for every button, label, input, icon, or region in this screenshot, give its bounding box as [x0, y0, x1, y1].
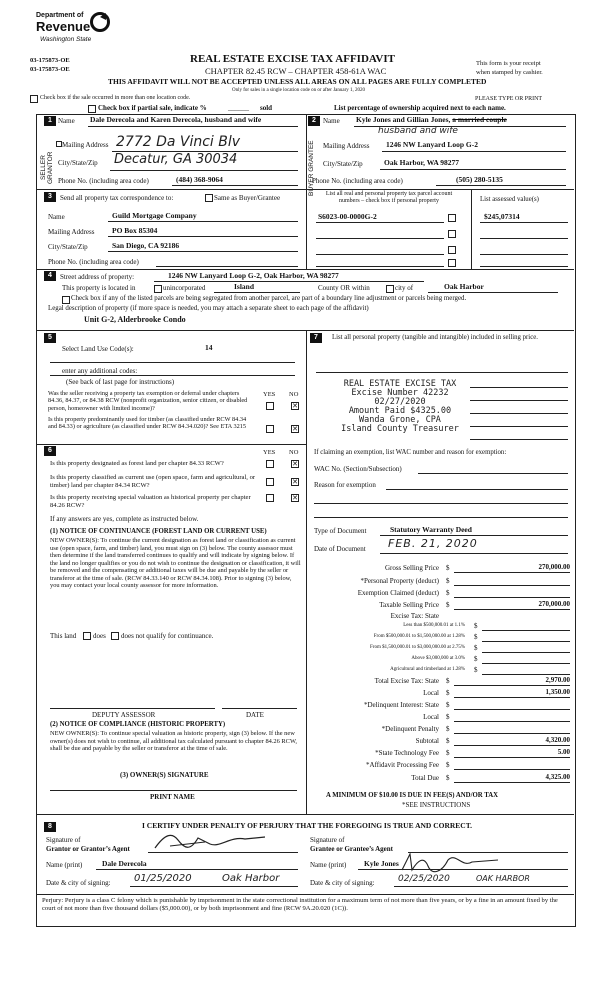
land-use-value[interactable]: 14	[205, 343, 213, 352]
logo-text-main: Revenue	[36, 19, 91, 34]
partial-sale-label: Check box if partial sale, indicate %	[98, 104, 207, 112]
segregated-label: Check box if any of the listed parcels are being segregated from another parcel, are part of a boundary line adjustment or parcels being merged.	[71, 295, 467, 302]
same-as-buyer-checkbox[interactable]	[205, 194, 213, 202]
tax-name-value[interactable]: Guild Mortgage Company	[112, 211, 197, 220]
additional-codes-label: enter any additional codes:	[62, 367, 138, 375]
partial-sold: sold	[260, 104, 273, 112]
see-back-label: (See back of last page for instructions)	[66, 378, 175, 386]
parcel-personal-checkbox-2[interactable]	[448, 230, 456, 238]
subtotal-label: Subtotal	[415, 737, 439, 745]
deputy-assessor-label: DEPUTY ASSESSOR	[92, 711, 156, 719]
legal-label: Legal description of property (if more space is needed, you may attach a separate sheet to each page of the affidavit)	[48, 305, 369, 312]
buyer-city-label: City/State/Zip	[323, 160, 363, 168]
stamp-line-3: 02/27/2020	[374, 396, 426, 407]
stamp-line-2: Excise Number 42232	[351, 387, 449, 398]
s6-q3-yes[interactable]	[266, 494, 274, 502]
grantor-name-value[interactable]: Dale Derecola	[102, 859, 147, 868]
parcel-personal-checkbox-3[interactable]	[448, 246, 456, 254]
grantor-agent-label: Grantor or Grantor’s Agent	[46, 845, 130, 853]
excise-state-label: Excise Tax: State	[390, 612, 439, 620]
seller-phone-label: Phone No. (including area code)	[58, 177, 149, 185]
tax-mailing-value[interactable]: PO Box 85304	[112, 226, 158, 235]
minimum-note-2: *SEE INSTRUCTIONS	[402, 801, 471, 809]
lower-center-divider	[306, 330, 307, 814]
owner-signature-label: (3) OWNER(S) SIGNATURE	[120, 771, 209, 779]
affidavit-fee-dollar: $	[446, 761, 450, 769]
tax-mailing-label: Mailing Address	[48, 228, 95, 236]
seller-name-value[interactable]: Dale Derecola and Karen Derecola, husband and wife	[90, 115, 262, 124]
stamp-line-4: Amount Paid $4325.00	[348, 405, 452, 416]
interest-state-label: *Delinquent Interest: State	[363, 701, 439, 709]
section-4-number: 4	[44, 271, 56, 281]
buyer-side-label: BUYER GRANTEE	[308, 140, 315, 196]
seller-city-label: City/State/Zip	[58, 159, 98, 167]
total-due-dollar: $	[446, 774, 450, 782]
located-label: This property is located in	[62, 284, 136, 292]
s5-q1-yes[interactable]	[266, 402, 274, 410]
s6-question-2: Is this property classified as current use (open space, farm and agricultural, or timber) land per chapter 84.34 RCW?	[50, 474, 256, 489]
tech-fee-label: *State Technology Fee	[375, 749, 439, 757]
exemption-deduct-dollar: $	[446, 589, 450, 597]
deputy-date-label: DATE	[246, 711, 264, 719]
tax-corr-label: Send all property tax correspondence to:	[60, 194, 174, 202]
buyer-mailing-value[interactable]: 1246 NW Lanyard Loop G-2	[386, 140, 478, 149]
doc-type-label: Type of Document	[314, 527, 367, 535]
buyer-phone-value[interactable]: (505) 280-5135	[456, 175, 503, 184]
s6-q2-yes[interactable]	[266, 478, 274, 486]
tier-1-label: Less than $500,000.01 at 1.1%	[403, 623, 465, 628]
treasurer-stamp	[330, 380, 470, 434]
perjury-text	[42, 897, 570, 913]
grantee-sig-label-1: Signature of	[310, 836, 345, 844]
county-value[interactable]: Island	[234, 282, 255, 291]
street-label: Street address of property:	[60, 273, 135, 281]
wac-no-label: WAC No. (Section/Subsection)	[314, 465, 402, 473]
land-does-not-checkbox[interactable]	[111, 632, 119, 640]
segregated-checkbox[interactable]	[62, 296, 70, 304]
street-value[interactable]: 1246 NW Lanyard Loop G-2, Oak Harbor, WA 98277	[168, 271, 339, 280]
s6-question-1: Is this property designated as forest land per chapter 84.33 RCW?	[50, 460, 224, 467]
local-label: Local	[423, 689, 439, 697]
tax-name-label: Name	[48, 213, 65, 221]
grantee-signature[interactable]	[398, 850, 508, 876]
multi-location-checkbox[interactable]	[30, 95, 38, 103]
form-warning: THIS AFFIDAVIT WILL NOT BE ACCEPTED UNLESS ALL AREAS ON ALL PAGES ARE FULLY COMPLETED	[108, 77, 487, 86]
total-state-dollar: $	[446, 677, 450, 685]
reason-label: Reason for exemption	[314, 481, 376, 489]
property-city-value[interactable]: Oak Harbor	[444, 282, 484, 291]
local-dollar: $	[446, 689, 450, 697]
tax-phone-label: Phone No. (including area code)	[48, 258, 139, 266]
notice2-title: (2) NOTICE OF COMPLIANCE (HISTORIC PROPERTY)	[50, 721, 226, 728]
minimum-note-1: A MINIMUM OF $10.00 IS DUE IN FEE(S) AND/OR TAX	[326, 792, 499, 799]
taxable-label: Taxable Selling Price	[379, 601, 439, 609]
local-value[interactable]: 1,350.00	[545, 688, 570, 696]
section-3-number: 3	[44, 192, 56, 202]
grantor-name-label: Name (print)	[46, 861, 83, 869]
notice1-title: (1) NOTICE OF CONTINUANCE (FOREST LAND OR CURRENT USE)	[50, 528, 267, 535]
doc-date-label: Date of Document	[314, 545, 366, 553]
tax-city-value[interactable]: San Diego, CA 92186	[112, 241, 180, 250]
stamp-line-1: REAL ESTATE EXCISE TAX	[343, 379, 457, 389]
gross-dollar: $	[446, 564, 450, 572]
total-state-value[interactable]: 2,970.00	[545, 676, 570, 684]
land-does-label: does	[93, 632, 106, 640]
s6-question-3: Is this property receiving special valuation as historical property per chapter 84.26 RCW?	[50, 494, 251, 509]
s5-q2-yes[interactable]	[266, 425, 274, 433]
center-divider	[306, 114, 307, 269]
city-of-label: city of	[395, 284, 414, 292]
certify-text: I CERTIFY UNDER PENALTY OF PERJURY THAT THE FOREGOING IS TRUE AND CORRECT.	[142, 821, 473, 830]
legal-value[interactable]: Unit G-2, Alderbrooke Condo	[84, 315, 186, 324]
total-state-label: Total Excise Tax: State	[374, 677, 439, 685]
penalty-label: *Delinquent Penalty	[381, 725, 439, 733]
receipt-note-2: when stamped by cashier.	[476, 69, 543, 76]
partial-blank: ______	[228, 104, 249, 112]
stamp-line-5: Wanda Grone, CPA	[359, 414, 441, 425]
tier-2-dollar: $	[474, 633, 478, 641]
this-land-label: This land	[50, 632, 77, 640]
grantee-name-value[interactable]: Kyle Jones	[364, 859, 399, 868]
same-as-buyer-label: Same as Buyer/Grantee	[214, 194, 281, 202]
tier-5-label: Agricultural and timberland at 1.28%	[390, 667, 465, 672]
total-due-label: Total Due	[411, 774, 439, 782]
ownership-note: List percentage of ownership acquired next to each name.	[334, 104, 506, 112]
exemption-deduct-label: Exemption Claimed (deduct)	[357, 589, 439, 597]
subtotal-value[interactable]: 4,320.00	[545, 736, 570, 744]
notice2-text: NEW OWNER(S): To continue special valuation as historic property, sign (3) below. If the new owner(s) does not wish to continue, all additional tax calculated pursuant to chapter 84.26 RCW, shall be due and payable by the seller or transferor at the time of sale.	[50, 730, 297, 753]
parcel-header-1: List all real and personal property tax parcel account	[325, 191, 453, 197]
s5-question-1: Was the seller receiving a property tax exemption or deferral under chapters 84.36, 84.37, or 84.38 RCW (nonprofit organization, senior citizen, or disabled person, homeowner with limited income)?	[48, 390, 248, 412]
doc-id-2: 03-175873-OE	[30, 66, 70, 73]
s6-no-header: NO	[289, 449, 299, 456]
s5-q2-no[interactable]: ✕	[292, 425, 298, 433]
tax-city-label: City/State/Zip	[48, 243, 88, 251]
tier-3-dollar: $	[474, 644, 478, 652]
land-use-label: Select Land Use Code(s):	[62, 345, 134, 353]
taxable-dollar: $	[446, 601, 450, 609]
s5-question-2: Is this property predominantly used for timber (as classified under RCW 84.34 and 84.33) or agriculture (as classified under RCW 84.34.020)? See ETA 3215	[48, 416, 247, 431]
s5-yes-header: YES	[263, 391, 276, 398]
section-7-number: 7	[310, 333, 322, 343]
parcel-personal-checkbox-1[interactable]	[448, 214, 456, 222]
please-type: PLEASE TYPE OR PRINT	[475, 96, 543, 102]
county-label: County OR within	[318, 284, 370, 292]
form-subtitle: CHAPTER 82.45 RCW – CHAPTER 458-61A WAC	[205, 66, 387, 76]
seller-mailing-label: Mailing Address	[62, 141, 109, 149]
interest-state-dollar: $	[446, 701, 450, 709]
multi-location-label: Check box if the sale occurred in more than one location code.	[40, 95, 191, 101]
grantor-signature[interactable]	[150, 830, 270, 854]
city-of-checkbox[interactable]	[386, 285, 394, 293]
grantee-date-value[interactable]: 02/25/2020	[398, 874, 450, 884]
print-name-label: PRINT NAME	[150, 793, 195, 801]
unincorporated-checkbox[interactable]	[154, 285, 162, 293]
buyer-name-text: Kyle Jones and Gillian Jones,	[356, 115, 451, 124]
unincorporated-label: unincorporated	[163, 284, 206, 292]
assessed-value[interactable]: $245,07314	[484, 212, 520, 221]
parcel-personal-checkbox-4[interactable]	[448, 259, 456, 267]
buyer-phone-label: Phone No. (including area code)	[312, 177, 403, 185]
perjury-statement: Perjury: Perjury is a class C felony which is punishable by imprisonment in the state correctional institution for a maximum term of not more than five years, or by a fine in an amount fixed by the court of not more than five thousand dollars ($5,000.00), or by both imprisonment and fine (RCW 9A.20.020 (1C)).	[42, 897, 558, 912]
dor-logo-icon	[90, 11, 110, 33]
buyer-name-value[interactable]	[356, 116, 507, 125]
grantee-name-label: Name (print)	[310, 861, 347, 869]
parcel-header-2: numbers – check box if personal property	[339, 198, 439, 205]
personal-deduct-label: *Personal Property (deduct)	[360, 577, 439, 585]
gross-value[interactable]: 270,000.00	[538, 563, 570, 571]
tier-3-label: From $1,500,000.01 to $3,000,000.00 at 2.75%	[370, 645, 465, 650]
seller-mailing-value[interactable]: 2772 Da Vinci Blv	[116, 134, 241, 150]
taxable-value[interactable]: 270,000.00	[538, 600, 570, 608]
doc-date-value[interactable]: FEB. 21, 2020	[388, 537, 478, 550]
tier-5-dollar: $	[474, 666, 478, 674]
tier-2-label: From $500,000.01 to $1,500,000.00 at 1.28%	[373, 634, 465, 639]
s6-q2-no[interactable]: ✕	[292, 478, 298, 486]
seller-name-label: Name	[58, 117, 75, 125]
notice1-text: NEW OWNER(S): To continue the current designation as forest land or classification as current use (open space, farm, and timber) land, you must sign on (3) below. The county assessor must then determine if the land transferred continues to qualify and will indicate by signing below. If the land no longer qualifies or you do not wish to continue the designation or classification, it will be removed and the compensating or additional taxes will be due and payable by the seller or transferor at the time of sale. (RCW 84.33.140 or RCW 84.34.108). Prior to signing (3) below, you may contact your local county assessor for more information.	[50, 537, 301, 590]
gross-label: Gross Selling Price	[384, 564, 439, 572]
assessed-header: List assessed value(s)	[480, 196, 539, 203]
dor-logo	[30, 9, 110, 53]
s6-q3-no[interactable]: ✕	[292, 494, 298, 502]
section-1-number: 1	[44, 116, 56, 126]
s6-q1-yes[interactable]	[266, 460, 274, 468]
personal-property-label: List all personal property (tangible and intangible) included in selling price.	[332, 334, 538, 341]
buyer-city-value[interactable]: Oak Harbor, WA 98277	[384, 158, 460, 167]
buyer-name-struck: a married couple	[452, 115, 507, 124]
buyer-name-handwritten[interactable]: husband and wife	[378, 126, 458, 136]
grantee-agent-label: Grantee or Grantee’s Agent	[310, 845, 394, 853]
section-2-number: 2	[308, 116, 320, 126]
wac-claim-label: If claiming an exemption, list WAC number and reason for exemption:	[314, 449, 507, 456]
total-due-value[interactable]: 4,325.00	[545, 773, 570, 781]
section-6-number: 6	[44, 446, 56, 456]
s6-yes-header: YES	[263, 449, 276, 456]
tier-1-dollar: $	[474, 622, 478, 630]
buyer-mailing-label: Mailing Address	[323, 142, 370, 150]
doc-type-value[interactable]: Statutory Warranty Deed	[390, 525, 472, 534]
parcel-value[interactable]: S6023-00-0000G-2	[318, 212, 377, 221]
stamp-line-6: Island County Treasurer	[341, 423, 459, 434]
subtotal-dollar: $	[446, 737, 450, 745]
s6-q1-no[interactable]: ✕	[292, 460, 298, 468]
interest-local-dollar: $	[446, 713, 450, 721]
affidavit-fee-label: *Affidavit Processing Fee	[366, 761, 439, 769]
buyer-name-label: Name	[323, 117, 340, 125]
grantee-city-value[interactable]: OAK HARBOR	[476, 874, 530, 883]
s6-if-yes: If any answers are yes, complete as instructed below.	[50, 515, 199, 523]
interest-local-label: Local	[423, 713, 439, 721]
personal-deduct-dollar: $	[446, 577, 450, 585]
s5-no-header: NO	[289, 391, 299, 398]
logo-text-sub: Washington State	[40, 36, 92, 43]
tech-fee-dollar: $	[446, 749, 450, 757]
grantor-date-value[interactable]: 01/25/2020	[134, 873, 192, 884]
parcel-header	[310, 191, 468, 205]
tier-4-dollar: $	[474, 655, 478, 663]
note-top: Only for sales in a single location code on or after January 1, 2020	[232, 88, 366, 93]
tech-fee-value[interactable]: 5.00	[557, 748, 570, 756]
s5-q1-no[interactable]: ✕	[292, 402, 298, 410]
seller-city-value[interactable]: Decatur, GA 30034	[114, 152, 238, 167]
section-5-number: 5	[44, 333, 56, 343]
penalty-dollar: $	[446, 725, 450, 733]
grantor-sig-label-1: Signature of	[46, 836, 81, 844]
form-title: REAL ESTATE EXCISE TAX AFFIDAVIT	[190, 53, 395, 65]
land-does-checkbox[interactable]	[83, 632, 91, 640]
partial-sale-checkbox[interactable]	[88, 105, 96, 113]
tier-4-label: Above $3,000,000 at 3.0%	[411, 656, 465, 661]
seller-phone-value[interactable]: (484) 368-9064	[176, 175, 223, 184]
grantor-date-city-label: Date & city of signing:	[46, 879, 111, 887]
doc-id-1: 03-175873-OE	[30, 57, 70, 64]
land-does-not-label: does not qualify for continuance.	[121, 632, 214, 640]
seller-side-label: SELLER GRANTOR	[40, 151, 54, 185]
logo-text-top: Department of	[36, 12, 84, 19]
grantee-date-city-label: Date & city of signing:	[310, 879, 375, 887]
section-8-number: 8	[44, 822, 56, 832]
receipt-note-1: This form is your receipt	[476, 60, 541, 67]
grantor-city-value[interactable]: Oak Harbor	[222, 873, 280, 884]
